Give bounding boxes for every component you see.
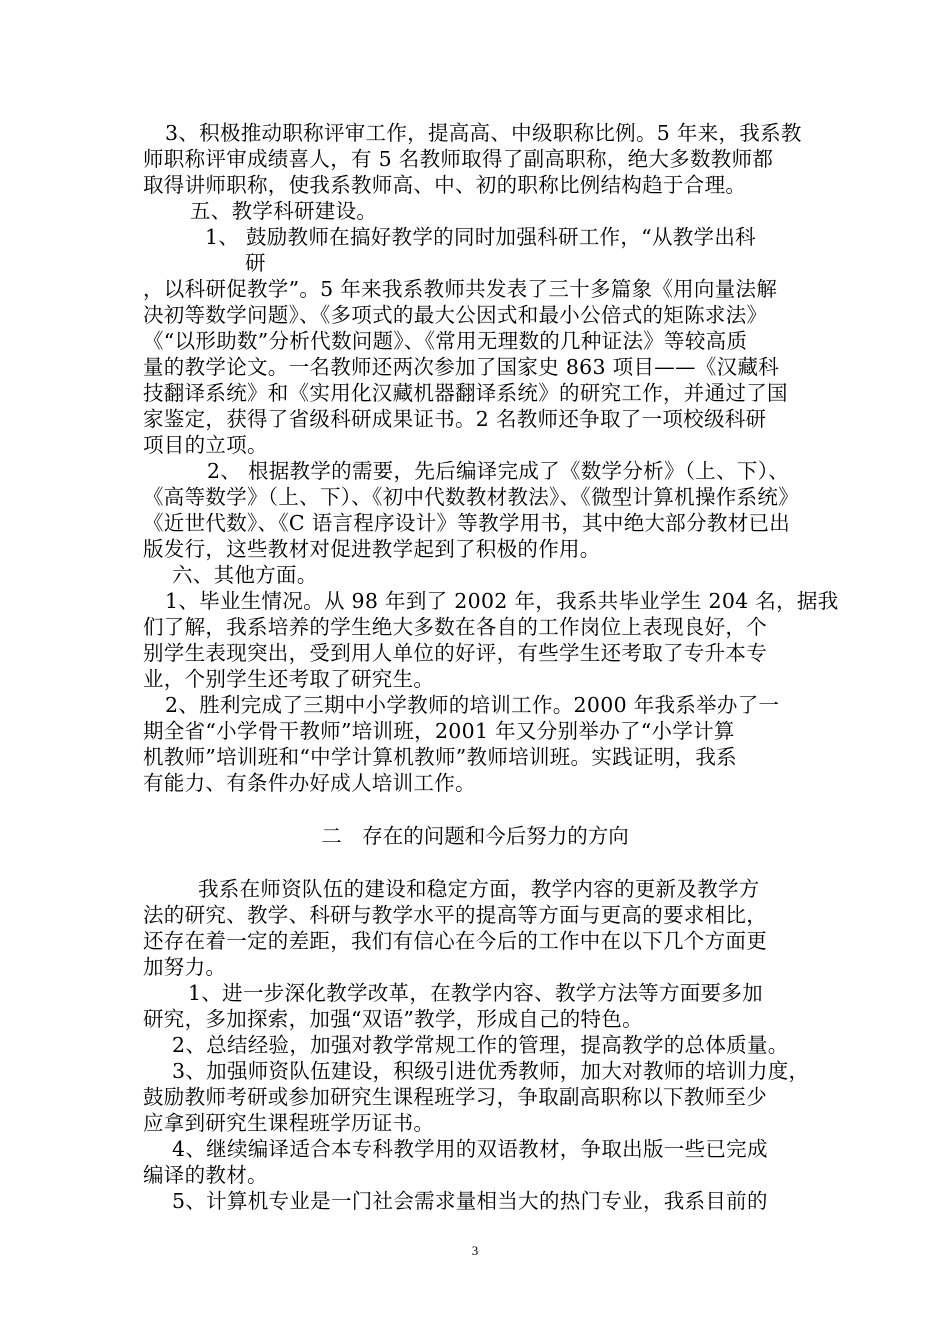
text-line: 3、加强师资队伍建设，积级引进优秀教师，加大对教师的培训力度， [172, 1059, 810, 1083]
section-heading: 二 存在的问题和今后努力的方向 [321, 824, 629, 848]
text-line: 项目的立项。 [143, 433, 268, 457]
text-line: 五、教学科研建设。 [190, 199, 378, 223]
text-line: 量的教学论文。一名教师还两次参加了国家史 863 项目——《汉藏科 [143, 355, 780, 379]
text-line: 1、进一步深化教学改革，在教学内容、教学方法等方面要多加 [188, 981, 763, 1005]
text-line: 加努力。 [143, 955, 227, 979]
text-line: 业，个别学生还考取了研究生。 [143, 667, 435, 691]
text-line: 4、继续编译适合本专科教学用的双语教材，争取出版一些已完成 [172, 1137, 768, 1161]
text-line: 有能力、有条件办好成人培训工作。 [143, 771, 476, 795]
text-line: 研 [245, 251, 266, 275]
text-line: 我系在师资队伍的建设和稳定方面，教学内容的更新及教学方 [198, 877, 760, 901]
text-line: 六、其他方面。 [172, 563, 318, 587]
text-line: 鼓励教师考研或参加研究生课程班学习，争取副高职称以下教师至少 [143, 1085, 767, 1109]
text-line: 法的研究、教学、科研与教学水平的提高等方面与更高的要求相比， [143, 903, 767, 927]
text-line: 还存在着一定的差距，我们有信心在今后的工作中在以下几个方面更 [143, 929, 767, 953]
text-line: 家鉴定，获得了省级科研成果证书。2 名教师还争取了一项校级科研 [143, 407, 767, 431]
text-line: ，以科研促教学”。5 年来我系教师共发表了三十多篇象《用向量法解 [143, 277, 778, 301]
text-line: 决初等数学问题》、《多项式的最大公因式和最小公倍式的矩陈求法》 [143, 303, 768, 327]
page-number: 3 [471, 1243, 479, 1258]
text-line: 技翻译系统》和《实用化汉藏机器翻译系统》的研究工作，并通过了国 [143, 381, 788, 405]
text-line: 研究，多加探索，加强“双语”教学，形成自己的特色。 [143, 1007, 643, 1031]
text-line: 1、 鼓励教师在搞好教学的同时加强科研工作，“从教学出科 [205, 225, 756, 249]
text-line: 们了解，我系培养的学生绝大多数在各自的工作岗位上表现良好，个 [143, 615, 767, 639]
text-line: 别学生表现突出，受到用人单位的好评，有些学生还考取了专升本专 [143, 641, 767, 665]
text-line: 2、 根据教学的需要，先后编译完成了《数学分析》（上、下）、 [207, 459, 790, 483]
text-line: 5、计算机专业是一门社会需求量相当大的热门专业，我系目前的 [172, 1189, 768, 1213]
text-line: 《近世代数》、《C 语言程序设计》等教学用书，其中绝大部分教材已出 [143, 511, 791, 535]
text-line: 2、总结经验，加强对教学常规工作的管理，提高教学的总体质量。 [172, 1033, 789, 1057]
text-line: 3、积极推动职称评审工作，提高高、中级职称比例。5 年来，我系教 [165, 121, 802, 145]
text-line: 机教师”培训班和“中学计算机教师”教师培训班。实践证明，我系 [143, 745, 737, 769]
text-line: 取得讲师职称，使我系教师高、中、初的职称比例结构趋于合理。 [143, 173, 747, 197]
text-line: 师职称评审成绩喜人，有 5 名教师取得了副高职称，绝大多数教师都 [143, 147, 774, 171]
text-line: 2、胜利完成了三期中小学教师的培训工作。2000 年我系举办了一 [165, 693, 780, 717]
text-line: 版发行，这些教材对促进教学起到了积极的作用。 [143, 537, 601, 561]
text-line: 应拿到研究生课程班学历证书。 [143, 1111, 435, 1135]
text-line: 期全省“小学骨干教师”培训班，2001 年又分别举办了“小学计算 [143, 719, 735, 743]
text-line: 编译的教材。 [143, 1163, 268, 1187]
text-line: 《“以形助数”分析代数问题》、《常用无理数的几种证法》等较高质 [143, 329, 748, 353]
text-line: 1、毕业生情况。从 98 年到了 2002 年，我系共毕业学生 204 名，据我 [165, 589, 839, 613]
text-line: 《高等数学》（上、下）、《初中代数教材教法》、《微型计算机操作系统》 [143, 485, 799, 509]
